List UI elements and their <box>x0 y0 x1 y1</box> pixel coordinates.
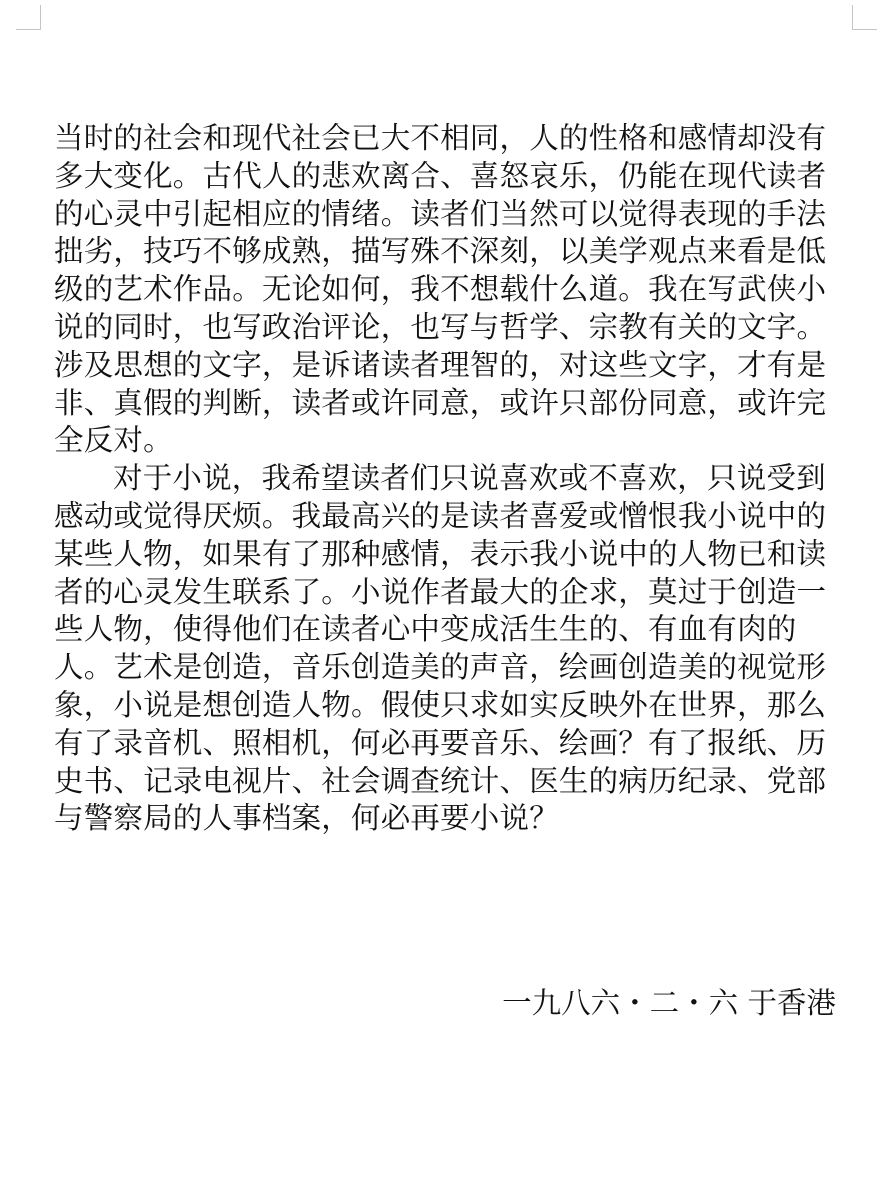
crop-mark-top-left <box>16 5 41 30</box>
text-line: 人。艺术是创造，音乐创造美的声音，绘画创造美的视觉形 <box>54 650 827 685</box>
paragraph-2 <box>54 460 844 838</box>
text-line: 拙劣，技巧不够成熟，描写殊不深刻，以美学观点来看是低 <box>54 234 827 269</box>
date-signature: 一九八六・二・六 于香港 <box>502 986 836 1020</box>
text-line: 对于小说，我希望读者们只说喜欢或不喜欢，只说受到 <box>113 461 826 496</box>
text-line: 全反对。 <box>54 423 173 458</box>
text-line: 象，小说是想创造人物。假使只求如实反映外在世界，那么 <box>54 687 827 722</box>
text-line: 者的心灵发生联系了。小说作者最大的企求，莫过于创造一 <box>54 574 827 609</box>
paragraph-1 <box>54 120 844 460</box>
text-line: 级的艺术作品。无论如何，我不想载什么道。我在写武侠小 <box>54 272 827 307</box>
text-line: 有了录音机、照相机，何必再要音乐、绘画？有了报纸、历 <box>54 725 827 760</box>
text-line: 非、真假的判断，读者或许同意，或许只部份同意，或许完 <box>54 385 827 420</box>
text-line: 涉及思想的文字，是诉诸读者理智的，对这些文字，才有是 <box>54 347 827 382</box>
text-line: 当时的社会和现代社会已大不相同，人的性格和感情却没有 <box>54 121 827 155</box>
document-body <box>54 120 844 838</box>
text-line: 多大变化。古代人的悲欢离合、喜怒哀乐，仍能在现代读者 <box>54 158 827 193</box>
text-line: 与警察局的人事档案，何必再要小说？ <box>54 801 559 836</box>
text-line: 感动或觉得厌烦。我最高兴的是读者喜爱或憎恨我小说中的 <box>54 498 827 533</box>
text-line: 某些人物，如果有了那种感情，表示我小说中的人物已和读 <box>54 536 827 571</box>
text-line: 些人物，使得他们在读者心中变成活生生的、有血有肉的 <box>54 612 797 647</box>
crop-mark-top-right <box>852 5 877 30</box>
text-line: 说的同时，也写政治评论，也写与哲学、宗教有关的文字。 <box>54 309 827 344</box>
text-line: 的心灵中引起相应的情绪。读者们当然可以觉得表现的手法 <box>54 196 827 231</box>
text-line: 史书、记录电视片、社会调查统计、医生的病历纪录、党部 <box>54 763 827 798</box>
